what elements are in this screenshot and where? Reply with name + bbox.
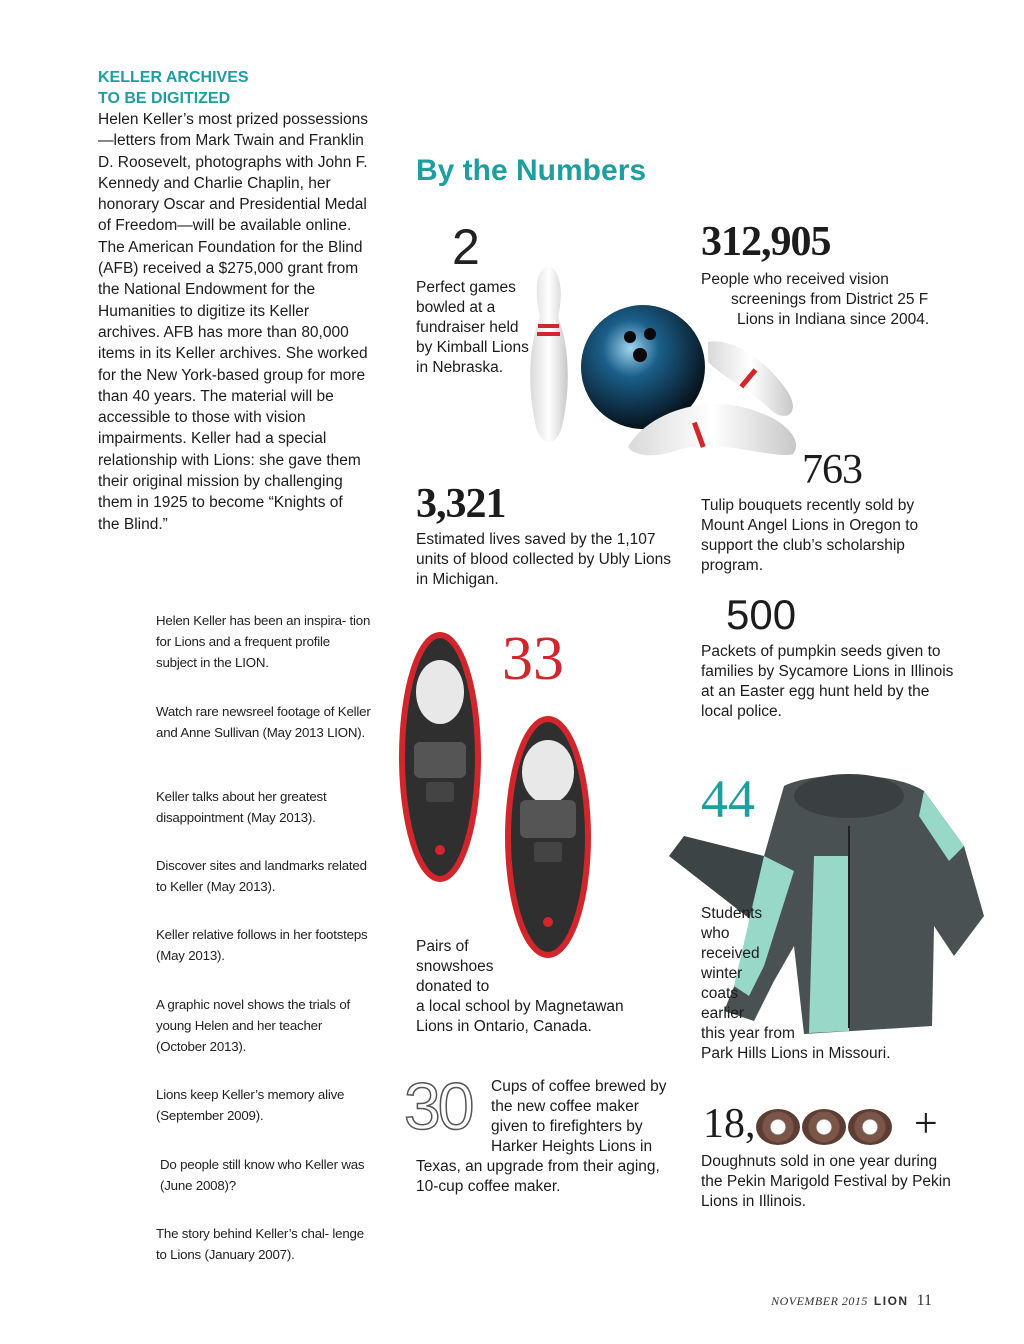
stat-coats-value: 44 bbox=[701, 769, 755, 829]
related-link[interactable]: Lions keep Keller’s memory alive (September 2009). bbox=[156, 1087, 345, 1123]
related-link[interactable]: Keller relative follows in her footsteps (May 2013). bbox=[156, 927, 368, 963]
stat-coats-text bbox=[701, 904, 951, 1064]
stat-snowshoes-text bbox=[416, 937, 676, 1037]
stat-snowshoes-line: snowshoes bbox=[416, 958, 494, 975]
stat-pumpkin-value: 500 bbox=[726, 591, 797, 638]
stat-pumpkin-text: Packets of pumpkin seeds given to families by Sycamore Lions in Illinois at an Easter egg hunt held by the local police. bbox=[701, 643, 954, 720]
doughnut-icon bbox=[756, 1109, 800, 1145]
stat-vision-line: People who received vision bbox=[701, 271, 889, 288]
snowshoe-right bbox=[508, 719, 588, 955]
stat-coffee-line: given to firefighters by bbox=[491, 1118, 643, 1135]
stat-snowshoes-line: Pairs of bbox=[416, 938, 469, 955]
stat-coats-line: Park Hills Lions in Missouri. bbox=[701, 1045, 891, 1062]
stat-coats-line: coats bbox=[701, 985, 739, 1002]
section-title: By the Numbers bbox=[416, 154, 647, 187]
headline-line-2: TO BE DIGITIZED bbox=[98, 90, 231, 107]
footer-date: NOVEMBER 2015 bbox=[771, 1294, 868, 1308]
doughnut-icon bbox=[802, 1109, 846, 1145]
related-link[interactable]: The story behind Keller’s chal- lenge to Lions (January 2007). bbox=[156, 1226, 364, 1262]
stat-snowshoes-line: donated to bbox=[416, 978, 490, 995]
stat-doughnuts-text: Doughnuts sold in one year during the Pekin Marigold Festival by Pekin Lions in Illinois. bbox=[701, 1153, 951, 1210]
related-link[interactable]: Do people still know who Keller was (June 2008)? bbox=[160, 1157, 365, 1193]
stat-bowling-text: Perfect games bowled at a fundraiser held by Kimball Lions in Nebraska. bbox=[416, 279, 529, 376]
stat-tulips-value: 763 bbox=[802, 447, 862, 493]
stat-coffee-line: Harker Heights Lions in bbox=[491, 1138, 653, 1155]
page-footer bbox=[771, 1292, 932, 1310]
related-link[interactable]: Helen Keller has been an inspira- tion for Lions and a frequent profile subject in the LION. bbox=[156, 613, 371, 670]
stat-coats-line: winter bbox=[701, 965, 743, 982]
stat-vision-value: 312,905 bbox=[701, 219, 831, 265]
related-link[interactable]: A graphic novel shows the trials of young Helen and her teacher (October 2013). bbox=[156, 997, 351, 1054]
stat-coats-line: this year from bbox=[701, 1025, 795, 1042]
stat-tulips-text: Tulip bouquets recently sold by Mount Angel Lions in Oregon to support the club’s scholarship program. bbox=[701, 497, 919, 574]
stat-coffee-value: 30 bbox=[404, 1069, 472, 1143]
related-link[interactable]: Watch rare newsreel footage of Keller and Anne Sullivan (May 2013 LION). bbox=[156, 704, 371, 740]
bowling-pin bbox=[530, 267, 568, 442]
article-body: Helen Keller’s most prized possessions—letters from Mark Twain and Franklin D. Roosevelt, photographs with John F. Kennedy and Charlie Chaplin, her honorary Oscar and Presidential Medal of Freedom—will be available online. The American Foundation for the Blind (AFB) received a $275,000 grant from the National Endowment for the Humanities to digitize its Keller archives. AFB has more than 80,000 items in its Keller archives. She worked for the New York-based group for more than 40 years. The material will be accessible to those with vision impairments. Keller had a special relationship with Lions: she gave them their original mission by challenging them in 1925 to become “Knights of the Blind.” bbox=[98, 111, 368, 533]
stat-coats-line: earlier bbox=[701, 1005, 745, 1022]
stat-snowshoes-line: a local school by Magnetawan bbox=[416, 998, 624, 1015]
stat-doughnuts-value bbox=[703, 1100, 938, 1148]
stat-coats-line: received bbox=[701, 945, 760, 962]
related-link[interactable]: Keller talks about her greatest disappointment (May 2013). bbox=[156, 789, 327, 825]
stat-coffee-line: 10-cup coffee maker. bbox=[416, 1178, 561, 1195]
stat-snowshoes-value: 33 bbox=[502, 625, 564, 693]
stat-coffee-text-b bbox=[416, 1157, 696, 1197]
stat-vision-text bbox=[701, 270, 951, 330]
footer-magazine: LION bbox=[873, 1294, 909, 1308]
stat-coffee-line: Cups of coffee brewed by bbox=[491, 1078, 667, 1095]
stat-coats-line: Students bbox=[701, 905, 763, 922]
stat-vision-line: screenings from District 25 F bbox=[731, 291, 929, 308]
stat-blood-value: 3,321 bbox=[416, 481, 506, 527]
stat-coffee-line: the new coffee maker bbox=[491, 1098, 639, 1115]
page-number: 11 bbox=[916, 1292, 932, 1309]
stat-coffee-line: Texas, an upgrade from their aging, bbox=[416, 1158, 660, 1175]
stat-bowling-value: 2 bbox=[452, 219, 480, 275]
stat-blood-text: Estimated lives saved by the 1,107 units of blood collected by Ubly Lions in Michigan. bbox=[416, 531, 672, 588]
stat-vision-line: Lions in Indiana since 2004. bbox=[737, 311, 930, 328]
headline-line-1: KELLER ARCHIVES bbox=[98, 69, 249, 86]
stat-snowshoes-line: Lions in Ontario, Canada. bbox=[416, 1018, 592, 1035]
doughnut-icon bbox=[848, 1109, 892, 1145]
stat-doughnuts-prefix: 18, bbox=[703, 1101, 756, 1147]
snowshoes-illustration bbox=[398, 632, 598, 962]
stat-coats-line: who bbox=[701, 925, 730, 942]
article-headline bbox=[98, 67, 249, 109]
snowshoe-left bbox=[402, 635, 478, 879]
stat-doughnuts-suffix: + bbox=[914, 1101, 938, 1147]
related-link[interactable]: Discover sites and landmarks related to Keller (May 2013). bbox=[156, 858, 367, 894]
stat-coffee-text-a bbox=[491, 1077, 691, 1157]
